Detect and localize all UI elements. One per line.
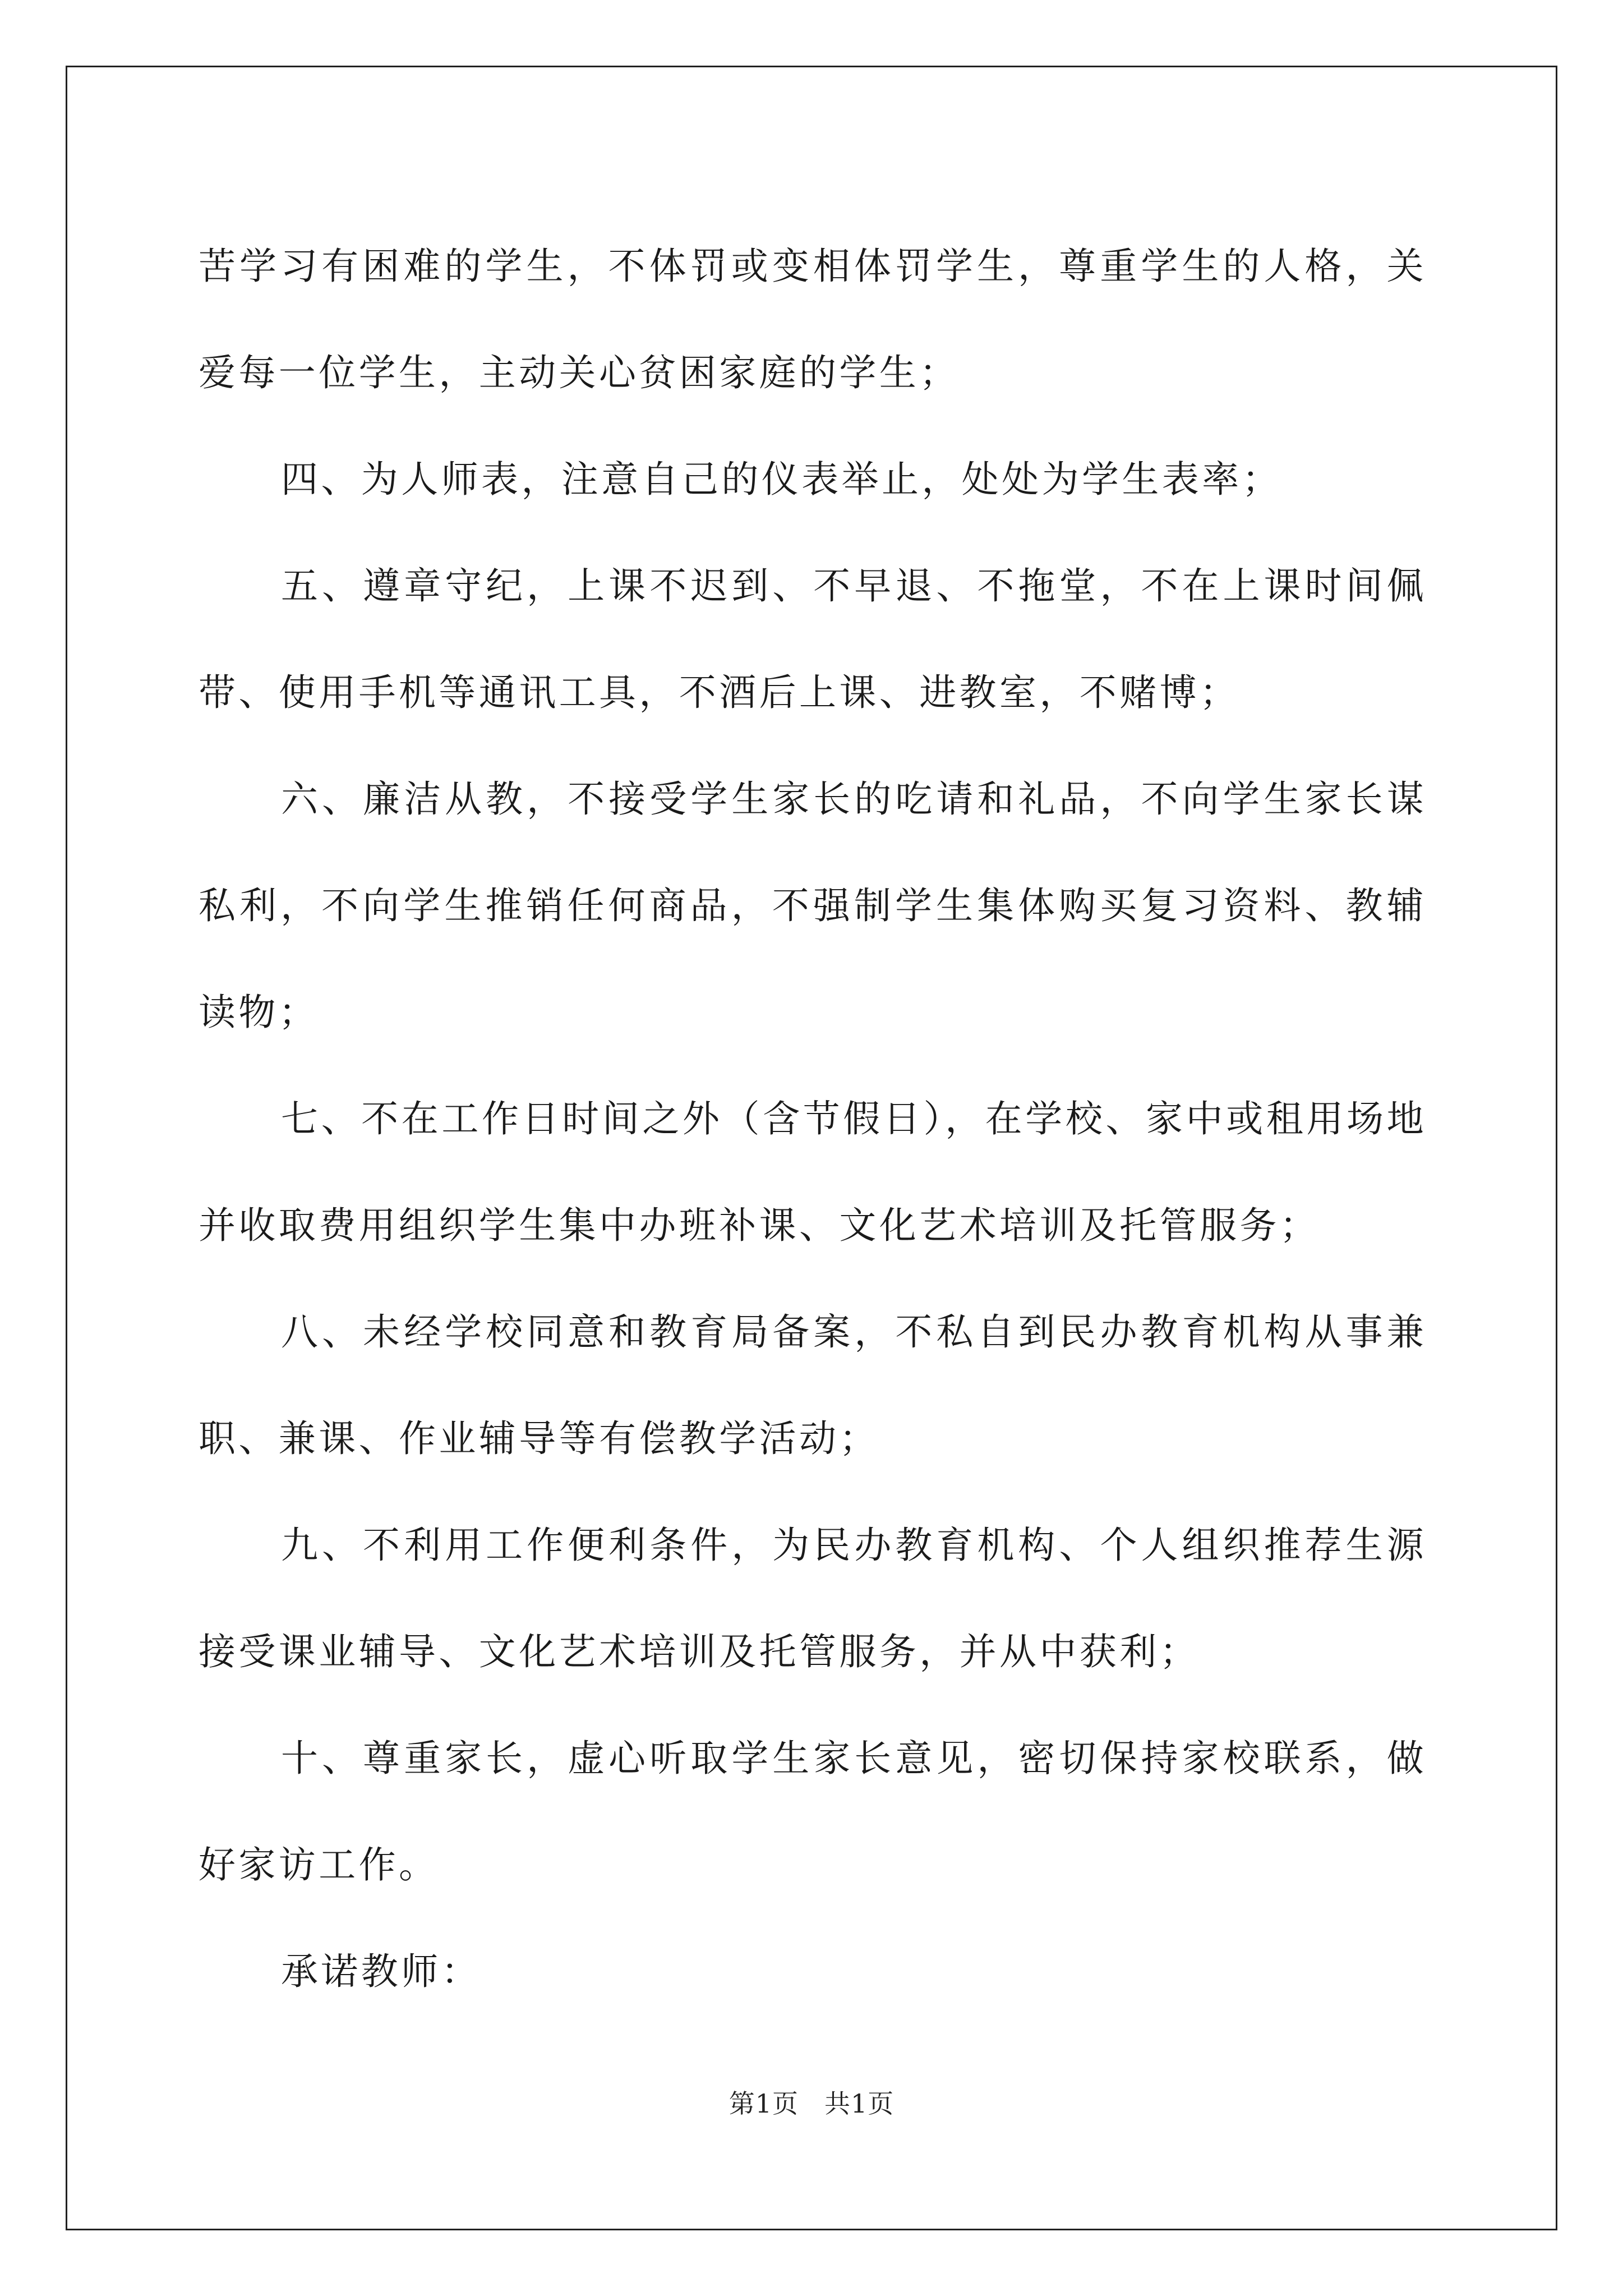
page-footer	[0, 2087, 1623, 2120]
paragraph-item-7: 七、不在工作日时间之外（含节假日），在学校、家中或租用场地并收取费用组织学生集中办班补课、文化艺术培训及托管服务；	[199, 1097, 1427, 1247]
document-body	[199, 213, 1427, 2025]
paragraph-item-9: 九、不利用工作便利条件，为民办教育机构、个人组织推荐生源接受课业辅导、文化艺术培训及托管服务，并从中获利；	[199, 1524, 1427, 1673]
paragraph-item-6: 六、廉洁从教，不接受学生家长的吃请和礼品，不向学生家长谋私利，不向学生推销任何商品，不强制学生集体购买复习资料、教辅读物；	[199, 777, 1427, 1034]
signature-label: 承诺教师：	[281, 1950, 481, 1993]
paragraph-item-5: 五、遵章守纪，上课不迟到、不早退、不拖堂，不在上课时间佩带、使用手机等通讯工具，不酒后上课、进教室，不赌博；	[199, 564, 1427, 714]
page-total: 共1页	[824, 2088, 895, 2119]
paragraph-continuation: 苦学习有困难的学生，不体罚或变相体罚学生，尊重学生的人格，关爱每一位学生，主动关心贫困家庭的学生；	[199, 245, 1427, 394]
page-number: 第1页	[728, 2088, 799, 2119]
paragraph-item-4: 四、为人师表，注意自己的仪表举止，处处为学生表率；	[281, 458, 1282, 501]
paragraph-item-10: 十、尊重家长，虚心听取学生家长意见，密切保持家校联系，做好家访工作。	[199, 1737, 1427, 1887]
paragraph-item-8: 八、未经学校同意和教育局备案，不私自到民办教育机构从事兼职、兼课、作业辅导等有偿教学活动；	[199, 1310, 1427, 1460]
